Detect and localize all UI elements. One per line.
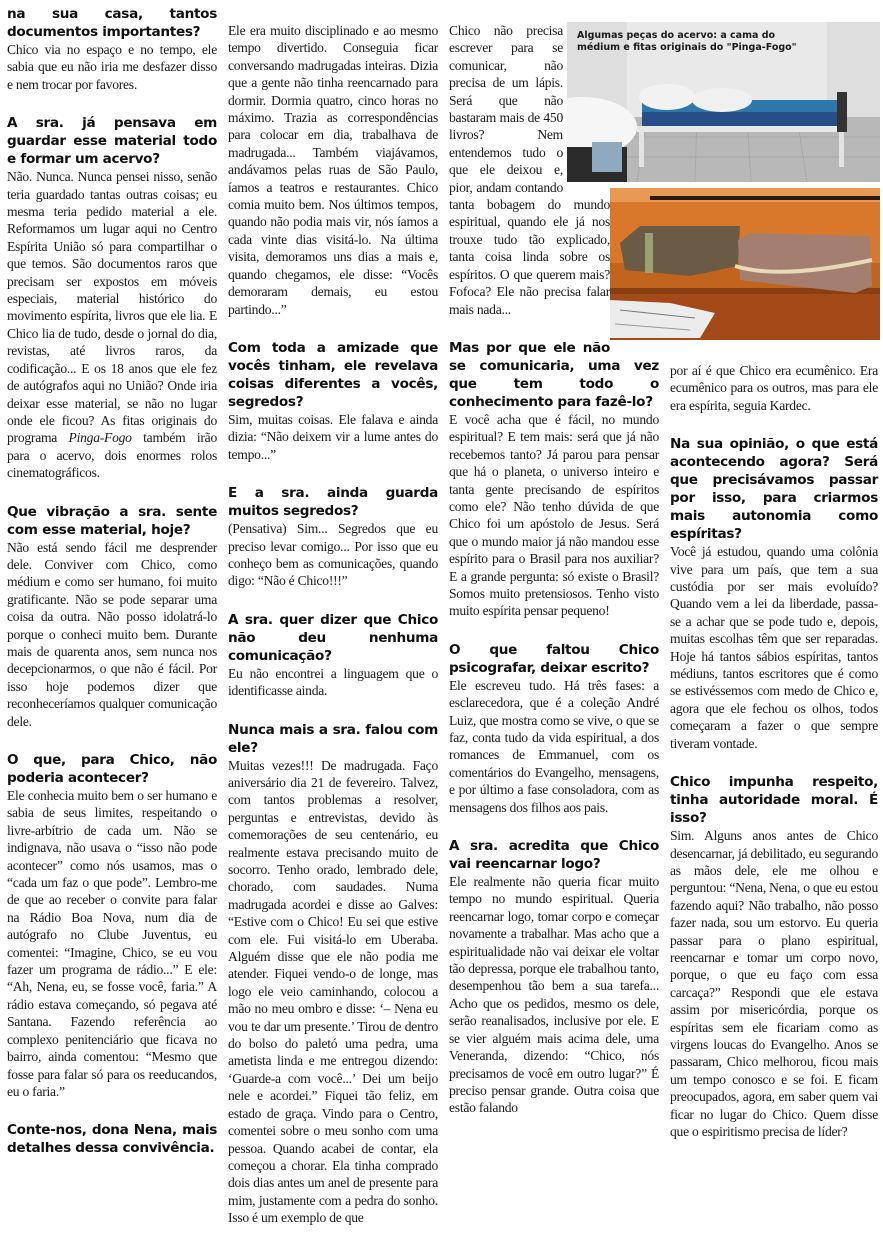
- bed-photo: [567, 22, 880, 182]
- photo-caption: Algumas peças do acervo: a cama do médium e fitas originais do "Pinga-Fogo": [577, 30, 797, 53]
- question-heading: Mas por que ele não se comunicaria, uma vez que tem todo o conhecimento para fazê-lo?: [449, 339, 659, 410]
- question-heading: Com toda a amizade que vocês tinham, ele revelava coisas diferentes a vocês, segredos?: [228, 339, 438, 410]
- answer-text: Não está sendo fácil me desprender dele. Conviver com Chico, como médium e como ser humano, foi muito gratificante. Não se pode separar uma coisa da outra. Não posso idolatrá-lo porque o conheci muito bem. Durante mais de quarenta anos, sem nunca nos decepcionarmos, o que não é fácil. Por isso hoje podemos dizer que reconheceríamos qualquer comunicação dele.: [7, 539, 217, 729]
- tapes-photo: [610, 188, 880, 340]
- column-4: [670, 362, 878, 1161]
- question-heading: O que faltou Chico psicografar, deixar escrito?: [449, 641, 659, 676]
- answer-text: Sim, muitas coisas. Ele falava e ainda dizia: “Não deixem vir a lume antes do tempo...”: [228, 411, 438, 462]
- answer-text: Ele escreveu tudo. Há três fases: a esclarecedora, que é a coleção André Luiz, que mostra como se vive, o que se faz, conta tudo da vida espiritual, a dos romances de Emmanuel, com os comentários do Evangelho, mensagens, e por último a fase consoladora, com as mensagens dos filhos aos pais.: [449, 677, 659, 815]
- answer-text: Eu não encontrei a linguagem que o identificasse ainda.: [228, 665, 438, 699]
- answer-text-part: Não. Nunca. Nunca pensei nisso, senão teria guardado tantas outras coisas; eu mesma teria pedido material a ele. Reformamos um lugar aqui no Centro Espírita União só para compartilhar o que temos. São documentos raros que precisam ser expostos em móveis especiais, material histórico do movimento espírita, livros que ele lia. E Chico lia de tudo, desde o jornal do dia, revistas, até livros raros, da codificação... E os 18 anos que ele fez de autógrafos aqui no União? Onde iria deixar esse material, se não no lugar onde ele ficou? As fitas originais do programa: [7, 169, 217, 446]
- answer-text: E você acha que é fácil, no mundo espiritual? E tem mais: será que já não recebemos tanto? Já parou para pensar que há o planeta, o universo inteiro e tanta gente precisando de espíritos como ele? Não tenho dúvida de que Chico foi um apóstolo de Jesus. Será que o mundo maior já não mandou esse espírito para o Brasil para nos auxiliar? E a grande pergunta: só existe o Brasil? Somos muito pretensiosos. Tenho visto muito espírita pensar pequeno!: [449, 411, 659, 619]
- question-heading: Nunca mais a sra. falou com ele?: [228, 721, 438, 756]
- answer-text: Ele era muito disciplinado e ao mesmo tempo divertido. Conseguia ficar conversando madrugadas inteiras. Dizia que a gente não tinha reencarnado para dormir. Dormia quatro, cinco horas no máximo. Trazia as correspondências para colocar em dia, trabalhava de madrugada... Também viajávamos, andávamos pelas ruas de São Paulo, íamos a teatros e restaurantes. Chico comia muito bem. Nos últimos tempos, quando não podia mais vir, nós íamos a cada vinte dias visitá-lo. Na última visita, demoramos uns dias a mais e, quando chegamos, ele disse: “Vocês demoraram demais, eu estou partindo...”: [228, 23, 438, 317]
- question-heading: Na sua opinião, o que está acontecendo agora? Será que precisávamos passar por isso, para criarmos mais autonomia como espíritas?: [670, 436, 878, 543]
- answer-text: Ele realmente não queria ficar muito tempo no mundo espiritual. Queria reencarnar logo, tomar corpo e começar novamente a trabalhar. Mas acho que a espiritualidade não vai deixar ele voltar tão depressa, porque ele trabalhou tanto, desempenhou tão bem a sua tarefa... Acho que os pedidos, mesmo os dele, serão reanalisados, inclusive por ele. E se vier alguém mais acima dele, uma Veneranda, dizendo: “Chico, nós precisamos de você em outro lugar?” É preciso pensar grande. Outra coisa que estão falando: [449, 874, 659, 1116]
- answer-text: por aí é que Chico era ecumênico. Era ecumênico para os outros, mas para ele era espírita, seguia Kardec.: [670, 363, 878, 413]
- question-heading: Conte-nos, dona Nena, mais detalhes dessa convivência.: [7, 1122, 217, 1157]
- question-heading: Que vibração a sra. sente com esse material, hoje?: [7, 503, 217, 538]
- answer-text: (Pensativa) Sim... Segredos que eu preciso levar comigo... Por isso que eu conheço bem as comunicações, quando digo: “Não é Chico!!!”: [228, 521, 438, 589]
- question-heading: na sua casa, tantos documentos importantes?: [7, 6, 217, 40]
- column-2: [228, 22, 438, 1248]
- question-heading: Chico impunha respeito, tinha autoridade moral. É isso?: [670, 774, 878, 827]
- answer-text: Ele conhecia muito bem o ser humano e sabia de seus limites, respeitando o livre-arbítrio de cada um. Não se indignava, não usava o “isso não pode acontecer” como nós usamos, mas o “cada um faz o que pode”. Lembro-me de que ao receber o convite para falar na Rádio Boa Nova, num dia de autógrafo no Clube Juventus, eu comentei: “Imagine, Chico, se eu vou fazer um programa de rádio...” E ele: “Ah, Nena, eu, se fosse você, faria.” A rádio estava começando, só pegava até Santana. Fazendo referência ao complexo penitenciário que ficava no bairro, ainda comentou: “Mesmo que fosse para falar só para os reeducandos, eu o faria.”: [7, 788, 217, 1099]
- tapes-photo-illustration: [610, 188, 880, 340]
- question-heading: A sra. acredita que Chico vai reencarnar logo?: [449, 838, 659, 873]
- answer-text: [7, 168, 217, 481]
- answer-text: Você já estudou, quando uma colônia vive para um país, que tem a sua custódia por ser mais evoluído? Quando vem a lei da liberdade, passa-se a achar que se pode tudo e, depois, muitas escolhas têm que ser reparadas. Hoje há tantos sábios espíritas, tantos médiuns, tantos escritores que é como se estivéssemos com medo de Chico e, agora que ele fechou os olhos, todos começaram a fazer o que sempre tiveram vontade.: [670, 544, 878, 751]
- column-1: [7, 5, 217, 1157]
- question-heading: O que, para Chico, não poderia acontecer?: [7, 752, 217, 786]
- answer-text: Chico não precisa escrever para se comunicar, não precisa de um lápis. Será que não bastaram mais de 450 livros? Nem entendemos tudo o que ele deixou e, pior, andam contando tanta bobagem do mundo espiritual, quando ele já nos trouxe tudo tão explicado, tanta coisa linda sobre os espíritos. O que querem mais? Fofoca? Ele não precisa falar mais nada...: [449, 23, 610, 317]
- question-heading: A sra. já pensava em guardar esse material todo e formar um acervo?: [7, 115, 217, 168]
- answer-text: Muitas vezes!!! De madrugada. Faço aniversário dia 21 de fevereiro. Talvez, com tantos problemas a resolver, perguntas e entrevistas, devido às comemorações de seu centenário, eu realmente estava precisando muito de socorro. Tenho orado, lembrado dele, chorado, com saudades. Numa madrugada acordei e disse ao Galves: “Estive com o Chico! Eu sei que estive com ele. Fui visitá-lo em Uberaba. Alguém disse que ele não podia me atender. Fiquei vendo-o de longe, mas logo ele veio caminhando, colocou a mão no meu ombro e disse: ‘– Nena eu vou te dar um presente.’ Tirou de dentro do bolso do paletó uma pedra, uma ametista linda e me entregou dizendo: ‘Guarde-a com você...’ Dei um beijo nele e acordei.” Fiquei tão feliz, em estado de graça. Vindo para o Centro, comentei sobre o meu sonho com uma pessoa. Quando acabei de contar, ela começou a chorar. Ela tinha comprado dois dias antes um anel de presente para mim, justamente com a pedra do sonho. Isso é um exemplo de que: [228, 757, 438, 1226]
- question-heading: E a sra. ainda guarda muitos segredos?: [228, 485, 438, 520]
- answer-text-part: também irão para o acervo, dois enormes rolos cinematográficos.: [7, 430, 217, 481]
- answer-text: Sim. Alguns anos antes de Chico desencarnar, já debilitado, eu segurando as mãos dele, ele me olhou e perguntou: “Nena, Nena, o que eu estou fazendo aqui? Não trabalho, não posso fazer nada, sou um estorvo. Eu queria passar para o plano espiritual, reencarnar e tomar um corpo novo, porque, o que eu faço com essa carcaça?” Respondi que ele estava assim por misericórdia, porque os espíritas sem ele ficariam como as virgens loucas do Evangelho. Anos se passaram, Chico melhorou, ficou mais um tempo conosco e se foi. E ficam preocupados, agora, em saber quem vai ficar no lugar do Chico. Quem disse que o espiritismo precisa de líder?: [670, 828, 878, 1139]
- question-heading: A sra. quer dizer que Chico não deu nenhuma comunicação?: [228, 611, 438, 664]
- program-name: Pinga-Fogo: [68, 430, 132, 446]
- answer-text: Chico via no espaço e no tempo, ele sabia que eu não iria me desfazer disso e nem trocar por favores.: [7, 42, 217, 92]
